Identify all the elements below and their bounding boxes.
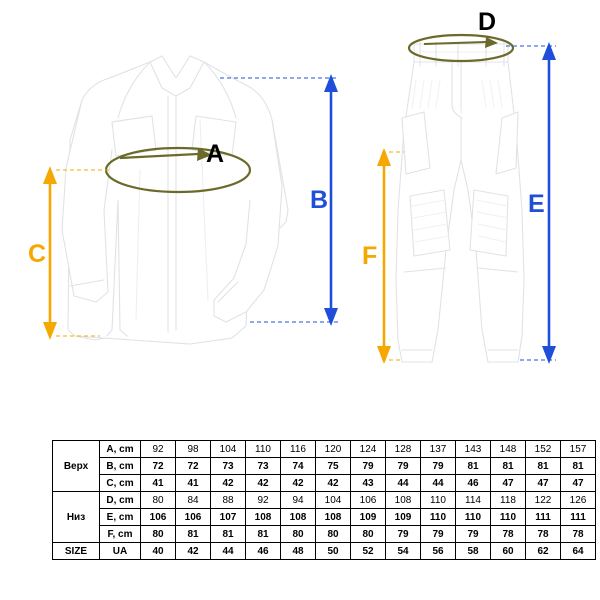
param-ua: UA — [100, 543, 141, 560]
cell-ua-6: 52 — [351, 543, 386, 560]
param-f: F, cm — [100, 526, 141, 543]
label-d: D — [478, 8, 497, 36]
cell-c-10: 47 — [491, 475, 526, 492]
cell-f-3: 81 — [246, 526, 281, 543]
cell-a-4: 116 — [281, 441, 316, 458]
cell-b-12: 81 — [561, 458, 596, 475]
cell-c-6: 43 — [351, 475, 386, 492]
cell-ua-4: 48 — [281, 543, 316, 560]
cell-ua-2: 44 — [211, 543, 246, 560]
cell-d-3: 92 — [246, 492, 281, 509]
cell-ua-7: 54 — [386, 543, 421, 560]
table-row — [53, 492, 596, 509]
cell-c-0: 41 — [141, 475, 176, 492]
size-table-wrap — [52, 440, 587, 560]
cell-d-8: 110 — [421, 492, 456, 509]
cell-b-9: 81 — [456, 458, 491, 475]
cell-d-7: 108 — [386, 492, 421, 509]
label-b: B — [310, 186, 329, 214]
cell-d-11: 122 — [526, 492, 561, 509]
cell-f-9: 79 — [456, 526, 491, 543]
cell-b-4: 74 — [281, 458, 316, 475]
cell-f-10: 78 — [491, 526, 526, 543]
cell-c-11: 47 — [526, 475, 561, 492]
label-e: E — [528, 190, 545, 218]
cell-e-2: 107 — [211, 509, 246, 526]
cell-ua-5: 50 — [316, 543, 351, 560]
cell-e-0: 106 — [141, 509, 176, 526]
cell-a-1: 98 — [176, 441, 211, 458]
table-row — [53, 441, 596, 458]
table-row — [53, 475, 596, 492]
cell-d-4: 94 — [281, 492, 316, 509]
cell-b-6: 79 — [351, 458, 386, 475]
cell-ua-9: 58 — [456, 543, 491, 560]
shirt-illustration — [62, 56, 288, 344]
cell-a-10: 148 — [491, 441, 526, 458]
table-row — [53, 458, 596, 475]
cell-b-0: 72 — [141, 458, 176, 475]
cell-ua-0: 40 — [141, 543, 176, 560]
cell-e-9: 110 — [456, 509, 491, 526]
cell-b-8: 79 — [421, 458, 456, 475]
cell-ua-8: 56 — [421, 543, 456, 560]
pants-illustration — [396, 42, 524, 362]
param-a: A, cm — [100, 441, 141, 458]
cell-a-8: 137 — [421, 441, 456, 458]
cell-c-12: 47 — [561, 475, 596, 492]
label-f: F — [362, 242, 378, 270]
cell-e-6: 109 — [351, 509, 386, 526]
cell-f-1: 81 — [176, 526, 211, 543]
cell-e-5: 108 — [316, 509, 351, 526]
cell-a-7: 128 — [386, 441, 421, 458]
cell-f-6: 80 — [351, 526, 386, 543]
cell-e-8: 110 — [421, 509, 456, 526]
cell-b-3: 73 — [246, 458, 281, 475]
row-label-bottom: Низ — [53, 492, 100, 543]
cell-d-10: 118 — [491, 492, 526, 509]
cell-b-7: 79 — [386, 458, 421, 475]
cell-e-7: 109 — [386, 509, 421, 526]
table-row — [53, 543, 596, 560]
cell-ua-1: 42 — [176, 543, 211, 560]
cell-f-11: 78 — [526, 526, 561, 543]
cell-d-6: 106 — [351, 492, 386, 509]
cell-f-8: 79 — [421, 526, 456, 543]
cell-a-3: 110 — [246, 441, 281, 458]
cell-b-11: 81 — [526, 458, 561, 475]
cell-f-2: 81 — [211, 526, 246, 543]
cell-d-1: 84 — [176, 492, 211, 509]
param-e: E, cm — [100, 509, 141, 526]
param-b: B, cm — [100, 458, 141, 475]
cell-c-5: 42 — [316, 475, 351, 492]
cell-c-2: 42 — [211, 475, 246, 492]
cell-f-4: 80 — [281, 526, 316, 543]
row-label-top: Верх — [53, 441, 100, 492]
cell-d-9: 114 — [456, 492, 491, 509]
cell-a-6: 124 — [351, 441, 386, 458]
cell-a-11: 152 — [526, 441, 561, 458]
cell-d-5: 104 — [316, 492, 351, 509]
cell-b-1: 72 — [176, 458, 211, 475]
cell-e-1: 106 — [176, 509, 211, 526]
cell-e-10: 110 — [491, 509, 526, 526]
cell-f-12: 78 — [561, 526, 596, 543]
cell-b-10: 81 — [491, 458, 526, 475]
cell-ua-11: 62 — [526, 543, 561, 560]
cell-c-7: 44 — [386, 475, 421, 492]
cell-ua-3: 46 — [246, 543, 281, 560]
cell-a-0: 92 — [141, 441, 176, 458]
cell-d-2: 88 — [211, 492, 246, 509]
size-table — [52, 440, 596, 560]
cell-c-8: 44 — [421, 475, 456, 492]
cell-a-5: 120 — [316, 441, 351, 458]
cell-ua-12: 64 — [561, 543, 596, 560]
param-c: C, cm — [100, 475, 141, 492]
cell-a-2: 104 — [211, 441, 246, 458]
cell-e-11: 111 — [526, 509, 561, 526]
param-d: D, cm — [100, 492, 141, 509]
cell-c-1: 41 — [176, 475, 211, 492]
label-c: C — [28, 240, 47, 268]
cell-f-0: 80 — [141, 526, 176, 543]
cell-a-12: 157 — [561, 441, 596, 458]
cell-d-12: 126 — [561, 492, 596, 509]
cell-d-0: 80 — [141, 492, 176, 509]
cell-c-3: 42 — [246, 475, 281, 492]
cell-f-7: 79 — [386, 526, 421, 543]
cell-ua-10: 60 — [491, 543, 526, 560]
table-row — [53, 526, 596, 543]
cell-b-2: 73 — [211, 458, 246, 475]
cell-e-12: 111 — [561, 509, 596, 526]
cell-f-5: 80 — [316, 526, 351, 543]
cell-e-4: 108 — [281, 509, 316, 526]
table-row — [53, 509, 596, 526]
cell-a-9: 143 — [456, 441, 491, 458]
cell-c-4: 42 — [281, 475, 316, 492]
cell-c-9: 46 — [456, 475, 491, 492]
row-label-size: SIZE — [53, 543, 100, 560]
cell-b-5: 75 — [316, 458, 351, 475]
cell-e-3: 108 — [246, 509, 281, 526]
label-a: A — [206, 140, 225, 168]
